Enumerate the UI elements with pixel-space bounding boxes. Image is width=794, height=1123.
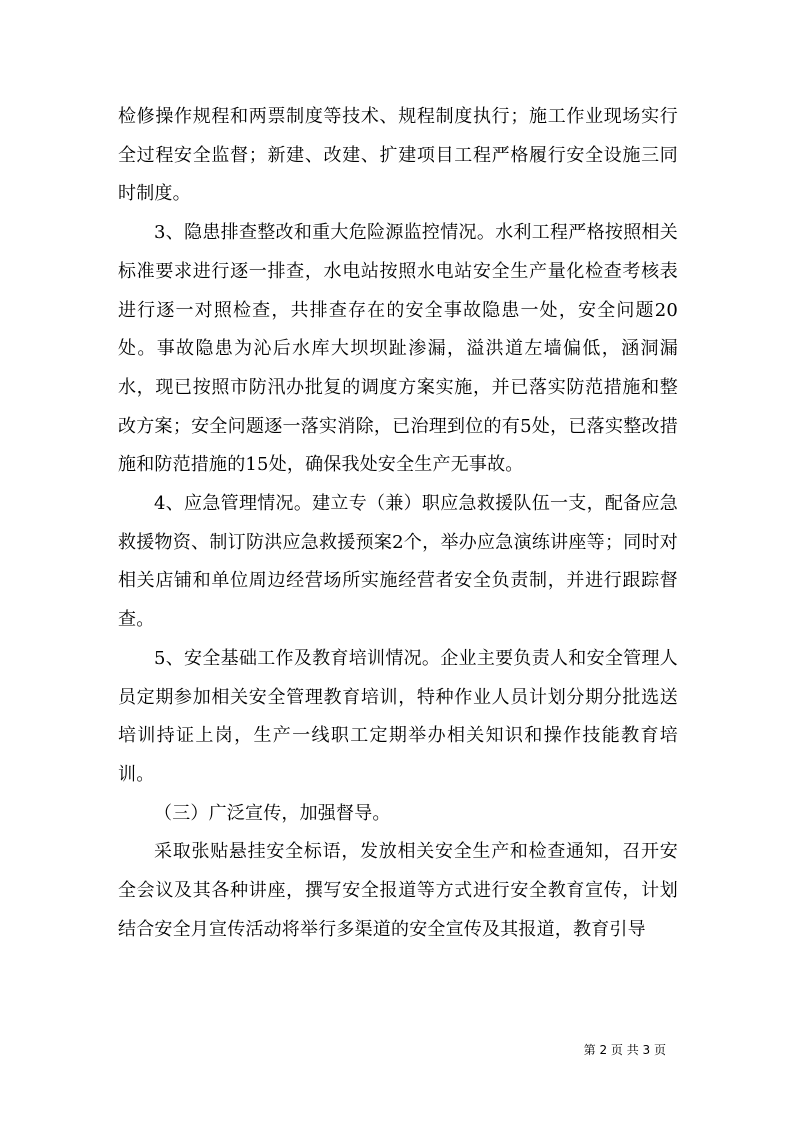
paragraph-hazard-inspection: 3、隐患排查整改和重大危险源监控情况。水利工程严格按照相关标准要求进行逐一排查，水电站按照水电站安全生产量化检查考核表进行逐一对照检查，共排查存在的安全事故隐患一处，安全问题20处。事故隐患为沁后水库大坝坝趾渗漏，溢洪道左墙偏低，涵洞漏水，现已按照市防汛办批复的调度方案实施，并已落实防范措施和整改方案；安全问题逐一落实消除，已治理到位的有5处，已落实整改措施和防范措施的15处，确保我处安全生产无事故。 [118, 222, 678, 476]
paragraph-continuation: 检修操作规程和两票制度等技术、规程制度执行；施工作业现场实行全过程安全监督；新建、改建、扩建项目工程严格履行安全设施三同时制度。 [118, 106, 678, 205]
paragraph-publicity: 采取张贴悬挂安全标语，发放相关安全生产和检查通知，召开安全会议及其各种讲座，撰写安全报道等方式进行安全教育宣传，计划结合安全月宣传活动将举行多渠道的安全宣传及其报道，教育引导 [118, 841, 678, 940]
document-body [118, 98, 678, 949]
paragraph-emergency-management: 4、应急管理情况。建立专（兼）职应急救援队伍一支，配备应急救援物资、制订防洪应急救援预案2个，举办应急演练讲座等；同时对相关店铺和单位周边经营场所实施经营者安全负责制，并进行跟踪督查。 [118, 493, 678, 631]
page-number: 第 2 页 共 3 页 [583, 1043, 666, 1057]
page-footer [0, 1040, 794, 1060]
paragraph-safety-training: 5、安全基础工作及教育培训情况。企业主要负责人和安全管理人员定期参加相关安全管理教育培训，特种作业人员计划分期分批选送培训持证上岗，生产一线职工定期举办相关知识和操作技能教育培训。 [118, 647, 678, 785]
section-heading-publicity: （三）广泛宣传，加强督导。 [154, 802, 391, 824]
